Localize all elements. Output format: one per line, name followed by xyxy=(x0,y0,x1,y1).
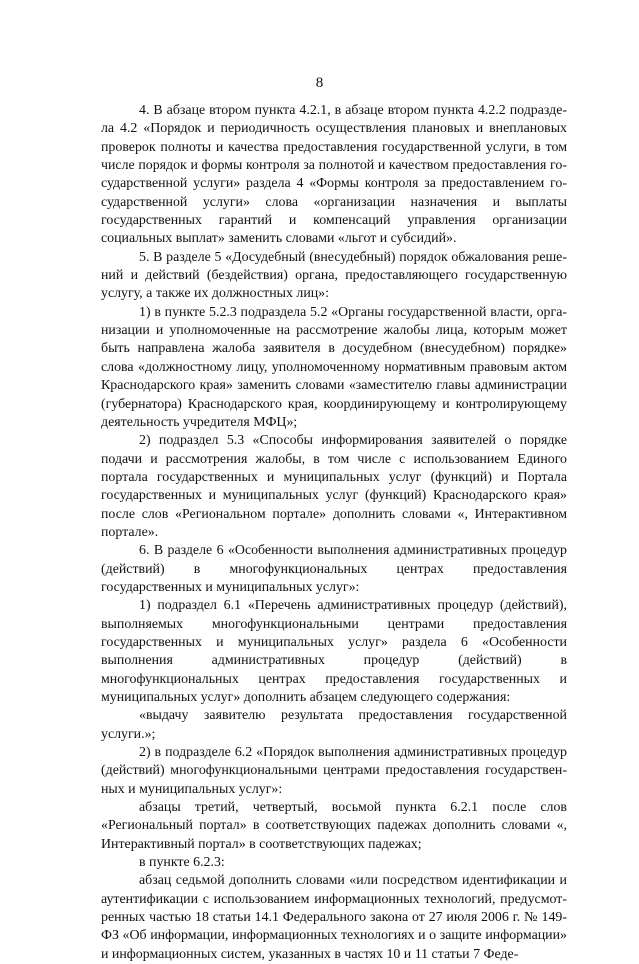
page-number: 8 xyxy=(315,75,324,91)
paragraph-6-item-1: 1) подраздел 6.1 «Перечень административных процедур (действий), выполняемых многофункциональными центрами предоставления государственных и муниципальных услуг» раздела 6 «Особенности выполнения административных процедур (действий) в многофункциональных центрах предоставления государственных и муниципальных услуг» дополнить абзацем следующего содержания: xyxy=(101,598,567,705)
paragraph-4-section-4: 4. В абзаце втором пункта 4.2.1, в абзаце втором пункта 4.2.2 подраздела 4.2 «Порядок и периодичность осуществления плановых и внеплановых проверок полноты и качества предоставления государственной услуги, в том числе порядок и формы контроля за полнотой и качеством предоставления государственной услуги» раздела 4 «Формы контроля за предоставлением государственной услуги» слова «организации назначения и выплаты государственных гарантий и компенсаций управления организации социальных выплат» заменить словами «льгот и субсидий». xyxy=(101,103,567,247)
paragraph-5-item-1: 1) в пункте 5.2.3 подраздела 5.2 «Органы государственной власти, организации и уполномоченные на рассмотрение жалобы лица, которым может быть направлена жалоба заявителя в досудебном (внесудебном) порядке» слова «должностному лицу, уполномоченному нормативным правовым актом Краснодарского края» заменить словами «заместителю главы администрации (губернатора) Краснодарского края, координирующему и контролирующему деятельность учредителя МФЦ»; xyxy=(101,304,567,430)
paragraph-6-item-2: 2) в подразделе 6.2 «Порядок выполнения административных процедур (действий) многофункциональными центрами предоставления государственных и муниципальных услуг»: xyxy=(101,745,567,797)
paragraph-6-2-3-heading: в пункте 6.2.3: xyxy=(139,855,225,871)
document-body xyxy=(101,102,567,964)
paragraph-6-section-6: 6. В разделе 6 «Особенности выполнения административных процедур (действий) в многофункциональных центрах предоставления государственных и муниципальных услуг»: xyxy=(101,543,567,595)
paragraph-6-2-3-change: абзац седьмой дополнить словами «или посредством идентификации и аутентификации с использованием информационных технологий, предусмотренных частью 18 статьи 14.1 Федерального закона от 27 июля 2006 г. № 149-ФЗ «Об информации, информационных технологиях и о защите информации» и информационных систем, указанных в частях 10 и 11 статьи 7 Феде- xyxy=(101,873,567,962)
paragraph-6-added-text: «выдачу заявителю результата предоставления государственной услуги.»; xyxy=(101,708,567,742)
paragraph-5-section-5: 5. В разделе 5 «Досудебный (внесудебный) порядок обжалования решений и действий (бездействия) органа, предоставляющего государственную услугу, а также их должностных лиц»: xyxy=(101,249,567,302)
paragraph-5-item-2: 2) подраздел 5.3 «Способы информирования заявителей о порядке подачи и рассмотрения жалобы, в том числе с использованием Единого портала государственных и муниципальных услуг (функций) и Портала государственных и муниципальных услуг (функций) Краснодарского края» после слов «Региональном портале» дополнить словами «, Интерактивном портале». xyxy=(101,433,567,540)
paragraph-6-2-1-change: абзацы третий, четвертый, восьмой пункта 6.2.1 после слов «Региональный портал» в соответствующих падежах дополнить словами «, Интерактивный портал» в соответствующих падежах; xyxy=(101,800,567,852)
